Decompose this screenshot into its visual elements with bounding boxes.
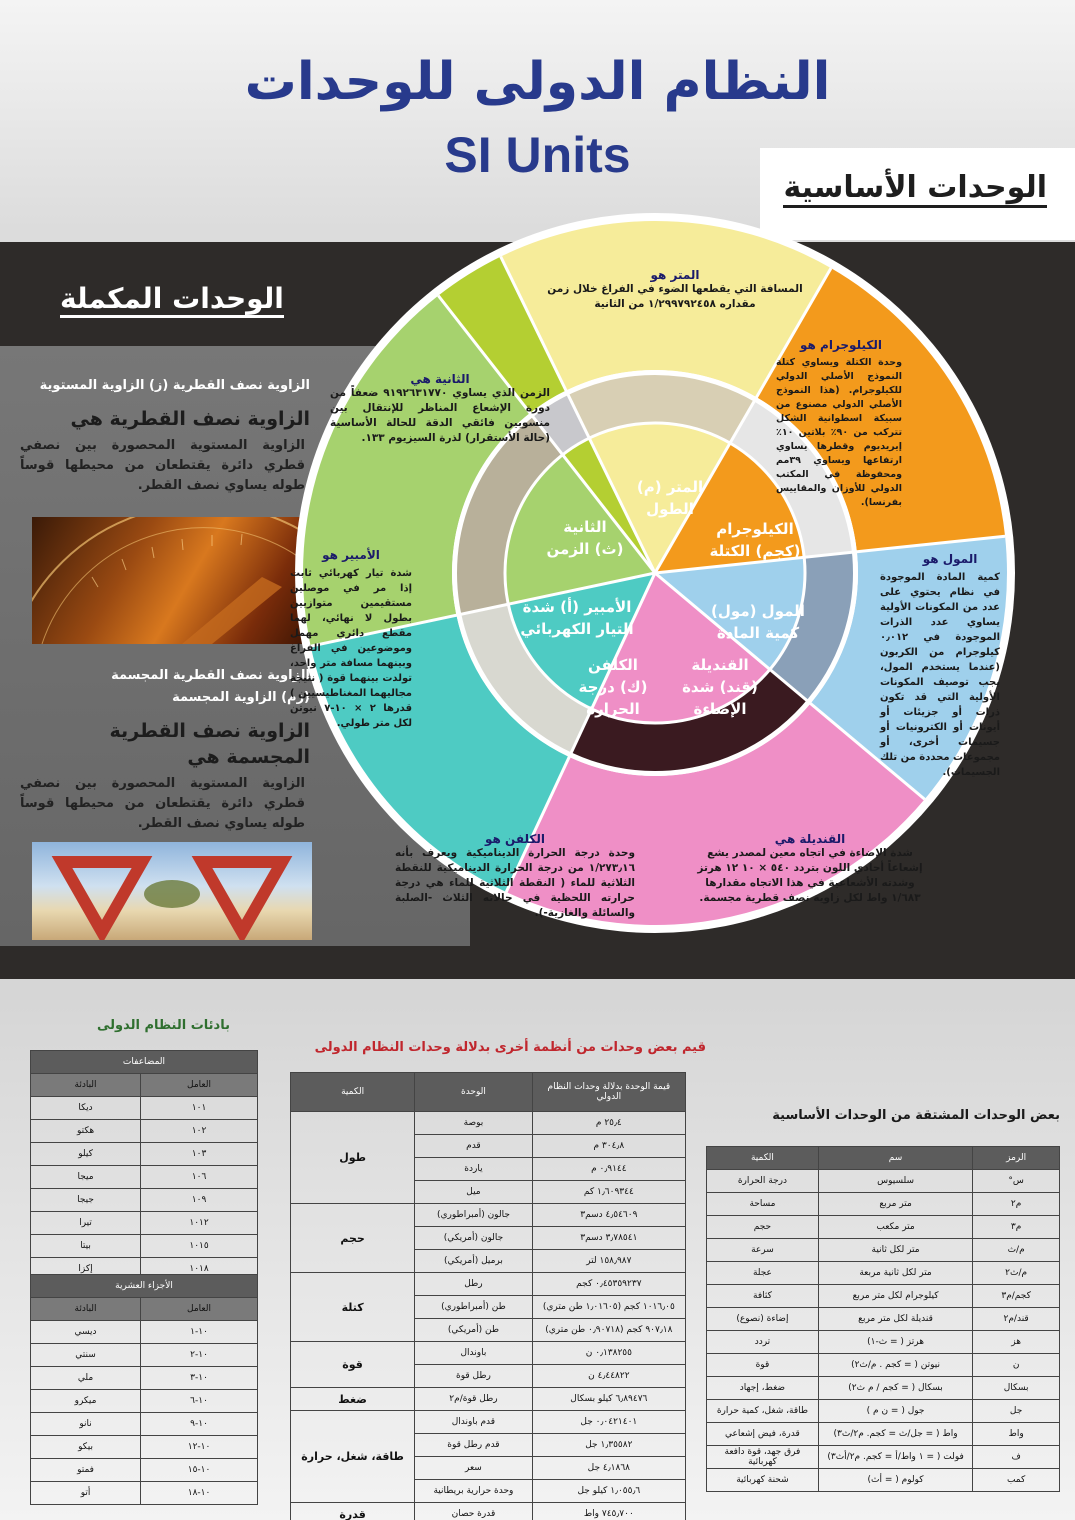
prefix-name-cell: ميجا — [31, 1166, 141, 1189]
ampere-title: الأمبير هو — [322, 548, 380, 562]
prefix-factor-cell: ١٠-٦ — [141, 1390, 258, 1413]
table-row — [31, 1097, 258, 1120]
unit-cell: رطل قوة — [415, 1365, 532, 1388]
table-row — [31, 1436, 258, 1459]
derived-name-cell: قنديلة لكل متر مربع — [818, 1308, 972, 1331]
si-value-cell: ٤٫٤٤٨٢٢ ن — [532, 1365, 685, 1388]
derived-symbol-cell: كجم/م٣ — [973, 1285, 1060, 1308]
multiples-table — [30, 1050, 258, 1281]
derived-quantity-cell: إضاءة (نصوع) — [707, 1308, 819, 1331]
si-value-cell: ١٫٠٥٥٫٦ كيلو جل — [532, 1480, 685, 1503]
kilogram-title: الكيلوجرام هو — [800, 338, 882, 352]
submultiples-caption: الأجزاء العشرية — [31, 1275, 258, 1298]
prefix-factor-cell: ١٠١٨ — [141, 1258, 258, 1281]
title-english: SI Units — [444, 127, 631, 183]
si-value-cell: ٢٥٫٤ م — [532, 1112, 685, 1135]
table-row — [31, 1321, 258, 1344]
solid-angle-subtitle-2: المجسمة هي — [187, 746, 310, 768]
derived-symbol-cell: ف — [973, 1446, 1060, 1469]
derived-symbol-cell: بسكال — [973, 1377, 1060, 1400]
derived-name-cell: متر مربع — [818, 1193, 972, 1216]
impossible-triangle-icon — [32, 842, 312, 940]
meter-inner-label — [620, 476, 720, 520]
table-row — [707, 1239, 1060, 1262]
si-value-cell: ٧٤٥٫٧٠٠ واط — [532, 1503, 685, 1520]
candela-text: شدة الإضاءة في اتجاه معين لمصدر يشع إشعاعاً أحادي اللون بتردد ٥٤٠ × ١٠ ١٢ هرتز وشدته الأشعاعية في هذا الاتجاه مقدارها ١/٦٨٣ واط لكل زاوية نصف قطرية مجسمة. — [697, 847, 923, 904]
kilogram-text: وحدة الكتلة ويساوي كتلة النموذج الأصلي الدولي للكيلوجرام. (هذا النموذج الأصلي الدولي مصنوع من سبيكة اسطوانية الشكل تتركب من ٩٠٪ بلاتين ١٠٪ إيريديوم وقطرها يساوي ارتفاعها ويساوي ٣٩مم ومحفوظة في المكتب الدولي للأوزان والمقاييس بفرنسا). — [776, 357, 903, 508]
derived-quantity-cell: قوة — [707, 1354, 819, 1377]
prefix-factor-cell: ١٠-٩ — [141, 1413, 258, 1436]
unit-cell: ميل — [415, 1181, 532, 1204]
ampere-definition-block — [290, 548, 412, 562]
kelvin-definition-block — [395, 832, 635, 921]
prefix-factor-cell: ١٠-١٥ — [141, 1459, 258, 1482]
table-row — [707, 1446, 1060, 1469]
derived-name-cell: جول ( = ن م ) — [818, 1400, 972, 1423]
kelvin-inner-label — [568, 654, 658, 720]
kilogram-quantity-label: (كجم) الكتلة — [709, 542, 801, 560]
prefix-name-cell: بيتا — [31, 1235, 141, 1258]
protractor-image — [32, 517, 312, 644]
derived-header-name: سم — [818, 1147, 972, 1170]
submultiples-header-factor: العامل — [141, 1298, 258, 1321]
prefix-name-cell: ديسي — [31, 1321, 141, 1344]
derived-symbol-cell: م٣ — [973, 1216, 1060, 1239]
table-row — [707, 1262, 1060, 1285]
table-row — [707, 1469, 1060, 1492]
unit-cell: ياردة — [415, 1158, 532, 1181]
solid-angle-heading-1: الزاوية نصف القطرية المجسمة — [111, 668, 310, 683]
mole-definition-block — [900, 552, 1000, 566]
table-row — [707, 1331, 1060, 1354]
prefix-name-cell: بيكو — [31, 1436, 141, 1459]
prefix-factor-cell: ١٠٢ — [141, 1120, 258, 1143]
derived-quantity-cell: طاقة، شغل، كمية حرارة — [707, 1400, 819, 1423]
derived-name-cell: كيلوجرام لكل متر مربع — [818, 1285, 972, 1308]
quantity-cell: ضغط — [291, 1388, 415, 1411]
derived-quantity-cell: تردد — [707, 1331, 819, 1354]
derived-units-title: بعض الوحدات المشتقة من الوحدات الأساسية — [772, 1108, 1060, 1123]
si-value-cell: ١٫٣٥٥٨٢ جل — [532, 1434, 685, 1457]
kelvin-quantity-label-2: الحرارة — [586, 700, 640, 718]
plane-angle-subtitle: الزاوية نصف القطرية هي — [70, 408, 310, 430]
solid-angle-subtitle-1: الزاوية نصف القطرية — [109, 720, 310, 742]
derived-name-cell: بسكال ( = كجم / م ث٢) — [818, 1377, 972, 1400]
table-row — [31, 1367, 258, 1390]
prefix-name-cell: كيلو — [31, 1143, 141, 1166]
derived-units-table — [706, 1146, 1060, 1492]
derived-quantity-cell: مساحة — [707, 1193, 819, 1216]
second-title: الثانية هي — [410, 372, 470, 386]
second-inner-label — [540, 516, 630, 560]
table-row — [707, 1400, 1060, 1423]
candela-inner-label — [670, 654, 770, 720]
conversions-header-quantity: الكمية — [291, 1073, 415, 1112]
multiples-header-factor: العامل — [141, 1074, 258, 1097]
table-row — [31, 1143, 258, 1166]
table-row — [707, 1377, 1060, 1400]
si-value-cell: ٣٫٧٨٥٤١ دسم٣ — [532, 1227, 685, 1250]
table-row — [31, 1344, 258, 1367]
derived-name-cell: سلسيوس — [818, 1170, 972, 1193]
unit-cell: قدم — [415, 1135, 532, 1158]
quantity-cell: قوة — [291, 1342, 415, 1388]
derived-quantity-cell: فرق جهد، قوة دافعة كهربائية — [707, 1446, 819, 1469]
prefix-factor-cell: ١٠-١ — [141, 1321, 258, 1344]
si-value-cell: ٣٠٤٫٨ م — [532, 1135, 685, 1158]
derived-symbol-cell: س° — [973, 1170, 1060, 1193]
unit-cell: جالون (أمريكي) — [415, 1227, 532, 1250]
si-value-cell: ٤٫١٨٦٨ جل — [532, 1457, 685, 1480]
prefix-name-cell: إكزا — [31, 1258, 141, 1281]
ampere-quantity-label: التيار الكهربائي — [520, 620, 634, 638]
candela-title: القنديلة هي — [774, 832, 846, 846]
mole-symbol-label: المول (مول) — [711, 602, 805, 620]
unit-cell: رطل — [415, 1273, 532, 1296]
title-arabic: النظام الدولى للوحدات — [244, 52, 831, 112]
prefix-name-cell: فمتو — [31, 1459, 141, 1482]
prefix-factor-cell: ١٠١٥ — [141, 1235, 258, 1258]
table-row — [31, 1459, 258, 1482]
prefix-name-cell: ديكا — [31, 1097, 141, 1120]
si-value-cell: ٤٫٥٤٦٠٩ دسم٣ — [532, 1204, 685, 1227]
derived-name-cell: متر لكل ثانية — [818, 1239, 972, 1262]
prefix-name-cell: أتو — [31, 1482, 141, 1505]
prefix-factor-cell: ١٠٩ — [141, 1189, 258, 1212]
table-row — [291, 1273, 686, 1296]
derived-quantity-cell: قدرة، فيض إشعاعي — [707, 1423, 819, 1446]
candela-quantity-label-2: الإضاءة — [693, 700, 747, 718]
prefix-factor-cell: ١٠٣ — [141, 1143, 258, 1166]
derived-header-symbol: الرمز — [973, 1147, 1060, 1170]
prefix-name-cell: جيجا — [31, 1189, 141, 1212]
mole-inner-label — [708, 600, 808, 644]
quantity-cell: حجم — [291, 1204, 415, 1273]
unit-cell: باوندال — [415, 1342, 532, 1365]
table-row — [707, 1216, 1060, 1239]
si-value-cell: ٠٫١٣٨٢٥٥ ن — [532, 1342, 685, 1365]
unit-cell: برميل (أمريكي) — [415, 1250, 532, 1273]
meter-title: المتر هو — [650, 268, 700, 282]
prefix-name-cell: ملي — [31, 1367, 141, 1390]
quantity-cell: قدرة — [291, 1503, 415, 1520]
conversions-title: قيم بعض وحدات من أنظمة أخرى بدلالة وحدات النظام الدولى — [314, 1040, 706, 1055]
table-row — [707, 1308, 1060, 1331]
derived-name-cell: هرتز ( = ث-١) — [818, 1331, 972, 1354]
table-row — [707, 1423, 1060, 1446]
second-text: الزمن الذي يساوي ٩١٩٢٦٣١٧٧٠ ضعفاً من دورة الإشعاع المناظر للإنتقال بين منسوبين فائقي الدقة للحالة الأساسية (حالة الأستقرار) لذرة السيزيوم ١٣٣. — [330, 387, 550, 444]
quantity-cell: طاقة، شغل، حرارة — [291, 1411, 415, 1503]
kelvin-symbol-label: الكلفن — [588, 656, 638, 674]
ampere-inner-label — [512, 596, 642, 640]
multiples-caption: المضاعفات — [31, 1051, 258, 1074]
table-row — [31, 1120, 258, 1143]
table-row — [291, 1411, 686, 1434]
prefix-name-cell: سنتي — [31, 1344, 141, 1367]
unit-cell: طن (أمريكي) — [415, 1319, 532, 1342]
derived-symbol-cell: كمب — [973, 1469, 1060, 1492]
basic-units-title: الوحدات الأساسية — [783, 170, 1047, 208]
table-row — [31, 1166, 258, 1189]
kilogram-symbol-label: الكيلوجرام — [716, 520, 794, 538]
kelvin-title: الكلفن هو — [485, 832, 545, 846]
plane-angle-heading: الزاوية نصف القطرية (ز) الزاوية المستوية — [39, 378, 310, 393]
table-row — [707, 1285, 1060, 1308]
solid-angle-heading-2: (زم) الزاوية المجسمة — [172, 690, 310, 705]
prefix-factor-cell: ١٠-٢ — [141, 1344, 258, 1367]
unit-cell: قدرة حصان — [415, 1503, 532, 1520]
derived-quantity-cell: ضغط، إجهاد — [707, 1377, 819, 1400]
prefix-factor-cell: ١٠٦ — [141, 1166, 258, 1189]
unit-cell: سعر — [415, 1457, 532, 1480]
ampere-text: شدة تيار كهربائي ثابت إذا مر في موصلين مستقيمين متوازيين بطول لا نهائي، لهما مقطع دائري مهمل وموضوعين في الفراغ وبينهما مسافة متر واحد، تولدت بينهما قوة ( نتيجة مجاليهما المغناطيسيين ) قدرها ٢ × ١٠-٧ نيوتن لكل متر طولي. — [290, 568, 413, 729]
multiples-header-prefix: البادئة — [31, 1074, 141, 1097]
derived-symbol-cell: هز — [973, 1331, 1060, 1354]
derived-symbol-cell: جل — [973, 1400, 1060, 1423]
unit-cell: رطل قوة/م٢ — [415, 1388, 532, 1411]
second-quantity-label: (ث) الزمن — [546, 540, 624, 558]
derived-quantity-cell: درجة الحرارة — [707, 1170, 819, 1193]
submultiples-table — [30, 1274, 258, 1505]
meter-quantity-label: الطول — [646, 500, 694, 518]
submultiples-header-prefix: البادئة — [31, 1298, 141, 1321]
prefix-name-cell: تيرا — [31, 1212, 141, 1235]
meter-text: المسافة التي يقطعها الضوء في الفراغ خلال زمن مقداره ١/٢٩٩٧٩٢٤٥٨ من الثانية — [547, 283, 803, 310]
prefix-name-cell: هكتو — [31, 1120, 141, 1143]
table-row — [291, 1204, 686, 1227]
mole-text: كمية المادة الموجودة في نظام يحتوي على عدد من المكونات الأولية يساوي عدد الذرات الموجودة في ٠٫٠١٢ كيلوجرام من الكربون (عندما يستخدم المول، يجب توصيف المكونات الأولية التي قد تكون ذرات أو جزيئات أو أيونات أو الكترونيات أو جسيمات أخرى، أو مجموعات محددة من تلك الجسيمات). — [880, 572, 1000, 778]
impossible-triangle-image — [32, 842, 312, 940]
prefixes-title: بادئات النظام الدولى — [97, 1018, 230, 1033]
derived-header-quantity: الكمية — [707, 1147, 819, 1170]
protractor-icon — [32, 517, 312, 644]
derived-symbol-cell: م/ث — [973, 1239, 1060, 1262]
quantity-cell: طول — [291, 1112, 415, 1204]
unit-cell: قدم رطل قوة — [415, 1434, 532, 1457]
second-definition-block — [330, 372, 550, 446]
mole-title: المول هو — [922, 552, 978, 566]
table-row — [707, 1193, 1060, 1216]
si-value-cell: ١٥٨٫٩٨٧ لتر — [532, 1250, 685, 1273]
unit-cell: بوصة — [415, 1112, 532, 1135]
derived-symbol-cell: قند/م٢ — [973, 1308, 1060, 1331]
table-row — [31, 1390, 258, 1413]
unit-cell: جالون (أمبراطوري) — [415, 1204, 532, 1227]
si-value-cell: ١٫٦٠٩٣٤٤ كم — [532, 1181, 685, 1204]
table-row — [291, 1503, 686, 1520]
solid-angle-definition: الزاوية المستوية المحصورة بين نصفي قطري دائرة يقتطعان من محيطها قوساً طوله يساوي نصف القطر. — [20, 776, 305, 831]
kilogram-inner-label — [700, 518, 810, 562]
conversions-header-unit: الوحدة — [415, 1073, 532, 1112]
derived-quantity-cell: حجم — [707, 1216, 819, 1239]
derived-symbol-cell: م/ث٢ — [973, 1262, 1060, 1285]
kelvin-quantity-label: (ك) درجة — [578, 678, 648, 696]
table-row — [291, 1112, 686, 1135]
derived-quantity-cell: كثافة — [707, 1285, 819, 1308]
derived-name-cell: نيوتن ( = كجم . م/ث٢) — [818, 1354, 972, 1377]
second-symbol-label: الثانية — [563, 518, 607, 536]
plane-angle-definition: الزاوية المستوية المحصورة بين نصفي قطري دائرة يقتطعان من محيطها قوساً طوله يساوي نصف القطر. — [20, 438, 305, 493]
table-row — [31, 1189, 258, 1212]
unit-cell: قدم باوندال — [415, 1411, 532, 1434]
unit-cell: وحدة حرارية بريطانية — [415, 1480, 532, 1503]
table-row — [291, 1388, 686, 1411]
derived-quantity-cell: عجلة — [707, 1262, 819, 1285]
si-value-cell: ٠٫٤٥٣٥٩٢٣٧ كجم — [532, 1273, 685, 1296]
meter-definition-block — [545, 268, 805, 312]
prefix-factor-cell: ١٠١ — [141, 1097, 258, 1120]
derived-name-cell: فولت ( = ١ واط/أ = كجم. م٢/أث٣) — [818, 1446, 972, 1469]
prefix-factor-cell: ١٠-٣ — [141, 1367, 258, 1390]
supplementary-units-title: الوحدات المكملة — [60, 282, 284, 318]
si-value-cell: ٠٫٩١٤٤ م — [532, 1158, 685, 1181]
si-value-cell: ١٠١٦٫٠٥ كجم (١٫٠١٦٠٥ طن متري) — [532, 1296, 685, 1319]
derived-name-cell: متر لكل ثانية مربعة — [818, 1262, 972, 1285]
mole-quantity-label: كمية المادة — [716, 624, 800, 642]
derived-symbol-cell: واط — [973, 1423, 1060, 1446]
si-value-cell: ٩٠٧٫١٨ كجم (٠٫٩٠٧١٨ طن متري) — [532, 1319, 685, 1342]
si-value-cell: ٦٫٨٩٤٧٦ كيلو بسكال — [532, 1388, 685, 1411]
quantity-cell: كتلة — [291, 1273, 415, 1342]
ampere-symbol-label: الأمبير (أ) شدة — [522, 598, 632, 616]
derived-name-cell: كولوم ( = أث) — [818, 1469, 972, 1492]
derived-name-cell: متر مكعب — [818, 1216, 972, 1239]
derived-quantity-cell: سرعة — [707, 1239, 819, 1262]
candela-symbol-label: القنديلة — [691, 656, 749, 674]
conversions-header-value: قيمة الوحدة بدلالة وحدات النظام الدولي — [532, 1073, 685, 1112]
prefix-factor-cell: ١٠-١٢ — [141, 1436, 258, 1459]
kelvin-text: وحدة درجة الحرارة الديناميكية ويعرف بأنه ١/٢٧٣٫١٦ من درجة الحرارة الديناميكية للنقطة الثلاثية للماء ( النقطة الثلاثية للماء هي درجة حرارته اللحظية في حالاته الثلاث -الصلبة والسائلة والغازية-). — [395, 847, 635, 919]
meter-symbol-label: المتر (م) — [636, 478, 704, 496]
derived-symbol-cell: م٢ — [973, 1193, 1060, 1216]
derived-quantity-cell: شحنة كهربائية — [707, 1469, 819, 1492]
prefix-name-cell: نانو — [31, 1413, 141, 1436]
table-row — [31, 1235, 258, 1258]
prefix-factor-cell: ١٠١٢ — [141, 1212, 258, 1235]
derived-symbol-cell: ن — [973, 1354, 1060, 1377]
table-row — [31, 1413, 258, 1436]
derived-name-cell: واط ( = جل/ث = كجم. م٢/ث٣) — [818, 1423, 972, 1446]
table-row — [31, 1482, 258, 1505]
table-row — [31, 1212, 258, 1235]
table-row — [707, 1354, 1060, 1377]
kilogram-definition-block — [780, 338, 902, 352]
candela-definition-block — [690, 832, 930, 906]
table-row — [707, 1170, 1060, 1193]
prefix-name-cell: ميكرو — [31, 1390, 141, 1413]
candela-quantity-label: (قند) شدة — [682, 678, 758, 696]
si-value-cell: ٠٫٠٤٢١٤٠١ جل — [532, 1411, 685, 1434]
prefix-factor-cell: ١٠-١٨ — [141, 1482, 258, 1505]
conversions-table — [290, 1072, 686, 1520]
table-row — [291, 1342, 686, 1365]
unit-cell: طن (أمبراطوري) — [415, 1296, 532, 1319]
